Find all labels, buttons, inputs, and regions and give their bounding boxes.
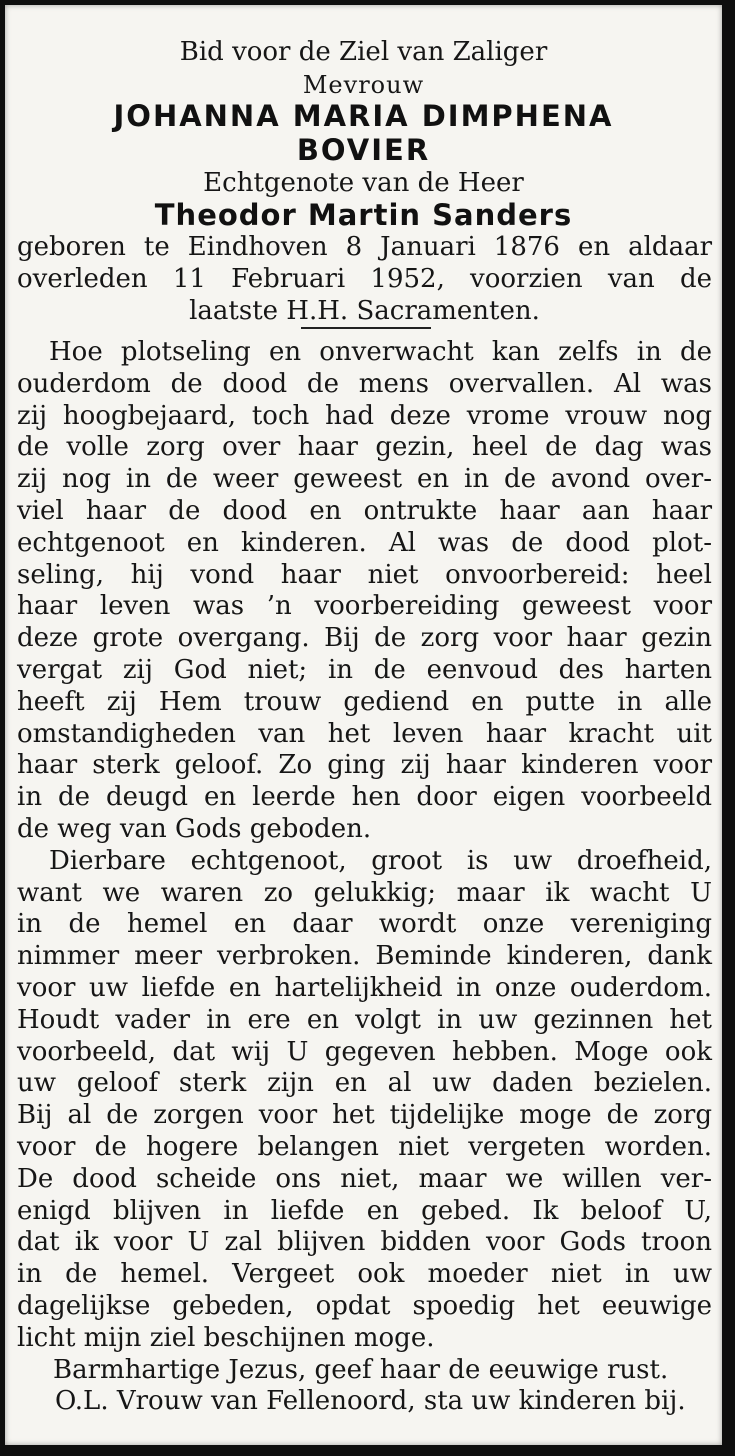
honorific-title: Mevrouw bbox=[302, 71, 425, 99]
text-line: laatste H.H. Sacramenten. bbox=[189, 295, 540, 326]
text-line: zij hoogbejaard, toch had deze vrome vrouw nog bbox=[17, 400, 712, 431]
text-line: echtgenoot en kinderen. Al was de dood plot- bbox=[17, 527, 712, 558]
text-line: ouderdom de dood de mens overvallen. Al was bbox=[17, 368, 712, 399]
text-line: dagelijkse gebeden, opdat spoedig het eeuwige bbox=[17, 1290, 712, 1321]
deceased-name-line2: BOVIER bbox=[296, 133, 431, 167]
text-line: enigd blijven in liefde en gebed. Ik beloof U, bbox=[17, 1195, 712, 1226]
text-line: uw geloof sterk zijn en al uw daden bezielen. bbox=[17, 1068, 712, 1099]
text-line: Bij al de zorgen voor het tijdelijke moge de zorg bbox=[17, 1100, 712, 1131]
text-line: dat ik voor U zal blijven bidden voor Gods troon bbox=[17, 1227, 712, 1258]
text-line: vergat zij God niet; in de eenvoud des harten bbox=[17, 654, 712, 685]
text-line: voor uw liefde en hartelijkheid in onze ouderdom. bbox=[17, 972, 712, 1003]
text-line: omstandigheden van het leven haar kracht uit bbox=[17, 718, 712, 749]
deceased-name-line1: JOHANNA MARIA DIMPHENA bbox=[113, 99, 614, 133]
text-line: de weg van Gods geboden. bbox=[17, 813, 372, 844]
text-line: haar leven was ’n voorbereiding geweest voor bbox=[17, 591, 712, 622]
text-line: in de hemel. Vergeet ook moeder niet in uw bbox=[17, 1259, 712, 1290]
text-line: in de hemel en daar wordt onze vereniging bbox=[17, 909, 712, 940]
text-line: Hoe plotseling en onverwacht kan zelfs in de bbox=[49, 337, 712, 367]
text-line: haar sterk geloof. Zo ging zij haar kinderen voor bbox=[17, 750, 712, 781]
text-line: deze grote overgang. Bij de zorg voor haar gezin bbox=[17, 623, 712, 654]
divider-rule bbox=[301, 327, 431, 329]
text-line: seling, hij vond haar niet onvoorbereid: heel bbox=[17, 559, 712, 590]
birth-death-details bbox=[17, 232, 712, 327]
text-line: want we waren zo gelukkig; maar ik wacht U bbox=[17, 877, 712, 908]
memorial-card bbox=[5, 5, 722, 1445]
text-line: overleden 11 Februari 1952, voorzien van de bbox=[17, 263, 712, 294]
text-line: in de deugd en leerde hen door eigen voorbeeld bbox=[17, 782, 712, 813]
text-line: Dierbare echtgenoot, groot is uw droefheid, bbox=[49, 845, 712, 876]
text-line: nimmer meer verbroken. Beminde kinderen, dank bbox=[17, 941, 712, 972]
text-line: voorbeeld, dat wij U gegeven hebben. Moge ook bbox=[17, 1036, 712, 1067]
text-line: viel haar de dood en ontrukte haar aan haar bbox=[17, 495, 712, 526]
text-line: zij nog in de weer geweest en in de avond over- bbox=[17, 464, 712, 495]
memorial-text bbox=[17, 337, 712, 1418]
closing-prayer: Barmhartige Jezus, geef haar de eeuwige rust. bbox=[53, 1354, 669, 1385]
prayer-intro: Bid voor de Ziel van Zaliger bbox=[179, 37, 548, 67]
closing-prayer: O.L. Vrouw van Fellenoord, sta uw kinderen bij. bbox=[55, 1386, 686, 1417]
text-line: geboren te Eindhoven 8 Januari 1876 en aldaar bbox=[17, 232, 712, 262]
text-line: Houdt vader in ere en volgt in uw gezinnen het bbox=[17, 1004, 712, 1035]
text-line: heeft zij Hem trouw gediend en putte in alle bbox=[17, 686, 712, 717]
text-line: licht mijn ziel beschijnen moge. bbox=[17, 1322, 435, 1353]
text-line: de volle zorg over haar gezin, heel de dag was bbox=[17, 432, 712, 463]
spouse-name: Theodor Martin Sanders bbox=[154, 198, 573, 232]
text-line: De dood scheide ons niet, maar we willen ver- bbox=[17, 1163, 712, 1194]
text-line: voor de hogere belangen niet vergeten worden. bbox=[17, 1131, 712, 1162]
spouse-intro: Echtgenote van de Heer bbox=[203, 168, 524, 198]
